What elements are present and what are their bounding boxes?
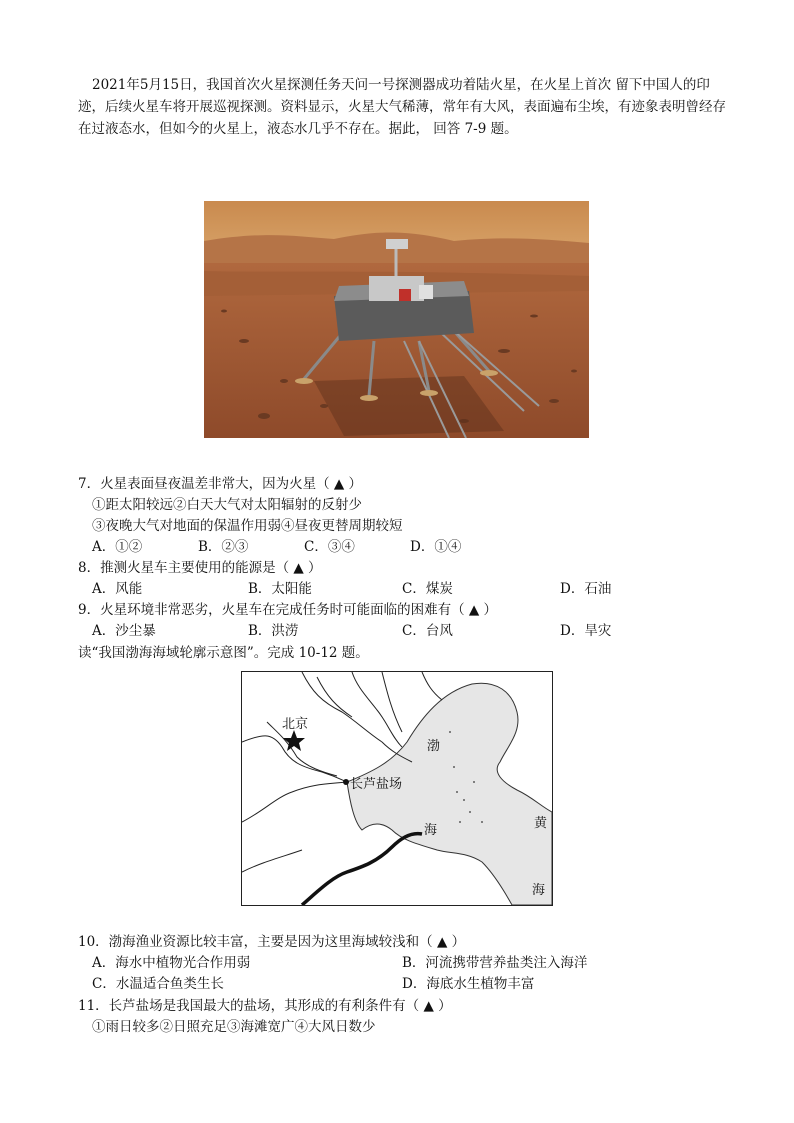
q10-option-a[interactable]: A．海水中植物光合作用弱 xyxy=(92,955,251,971)
q7-option-a[interactable]: A．①② xyxy=(92,539,143,555)
q10-stem: 10．渤海渔业资源比较丰富，主要是因为这里海域较浅和（ ▲ ） xyxy=(78,934,466,950)
beijing-star-icon xyxy=(283,730,305,751)
q7-stem: 7．火星表面昼夜温差非常大，因为火星（ ▲ ） xyxy=(78,476,363,492)
q8-option-d[interactable]: D．石油 xyxy=(560,581,612,597)
label-beijing: 北京 xyxy=(282,717,309,732)
q9-option-b[interactable]: B．洪涝 xyxy=(248,623,299,639)
q7-statement-2: ③夜晚大气对地面的保温作用弱④昼夜更替周期较短 xyxy=(92,518,403,534)
label-bohai-2: 海 xyxy=(424,823,438,838)
map-intro: 读“我国渤海海域轮廓示意图”。完成 10-12 题。 xyxy=(78,645,369,661)
q9-option-a[interactable]: A．沙尘暴 xyxy=(92,623,156,639)
mars-lander-image xyxy=(204,201,589,438)
salt-field-dot xyxy=(343,779,349,785)
bohai-map-drawing xyxy=(242,672,552,905)
q7-option-d[interactable]: D．①④ xyxy=(410,539,462,555)
q8-option-c[interactable]: C．煤炭 xyxy=(402,581,453,597)
q10-option-b[interactable]: B．河流携带营养盐类注入海洋 xyxy=(402,955,588,971)
q9-stem: 9．火星环境非常恶劣，火星车在完成任务时可能面临的困难有（ ▲ ） xyxy=(78,602,498,618)
q8-option-b[interactable]: B．太阳能 xyxy=(248,581,312,597)
q7-statement-1: ①距太阳较远②白天大气对太阳辐射的反射少 xyxy=(92,497,362,513)
mars-lander-photo xyxy=(204,201,589,438)
q11-stem: 11．长芦盐场是我国最大的盐场，其形成的有利条件有（ ▲ ） xyxy=(78,998,452,1014)
label-yellow-1: 黄 xyxy=(534,816,548,831)
q9-option-d[interactable]: D．旱灾 xyxy=(560,623,612,639)
bohai-map xyxy=(241,671,553,906)
q7-option-b[interactable]: B．②③ xyxy=(198,539,249,555)
q9-option-c[interactable]: C．台风 xyxy=(402,623,453,639)
intro-paragraph: 2021年5月15日，我国首次火星探测任务天问一号探测器成功着陆火星，在火星上首次 留下中国人的印迹，后续火星车将开展巡视探测。资料显示，火星大气稀薄，常年有大风，表面遍布尘埃，有迹象表明曾经存在过液态水，但如今的火星上，液态水几乎不存在。据此， 回答 7-9 题。 xyxy=(78,77,726,137)
q7-option-c[interactable]: C．③④ xyxy=(304,539,355,555)
q8-stem: 8．推测火星车主要使用的能源是（ ▲ ） xyxy=(78,560,322,576)
q11-statement: ①雨日较多②日照充足③海滩宽广④大风日数少 xyxy=(92,1019,376,1035)
q10-option-d[interactable]: D．海底水生植物丰富 xyxy=(402,976,535,992)
label-yellow-2: 海 xyxy=(532,883,546,898)
q10-option-c[interactable]: C．水温适合鱼类生长 xyxy=(92,976,224,992)
q8-option-a[interactable]: A．风能 xyxy=(92,581,143,597)
label-salt-field: 长芦盐场 xyxy=(350,777,403,792)
label-bohai-1: 渤 xyxy=(427,739,441,754)
